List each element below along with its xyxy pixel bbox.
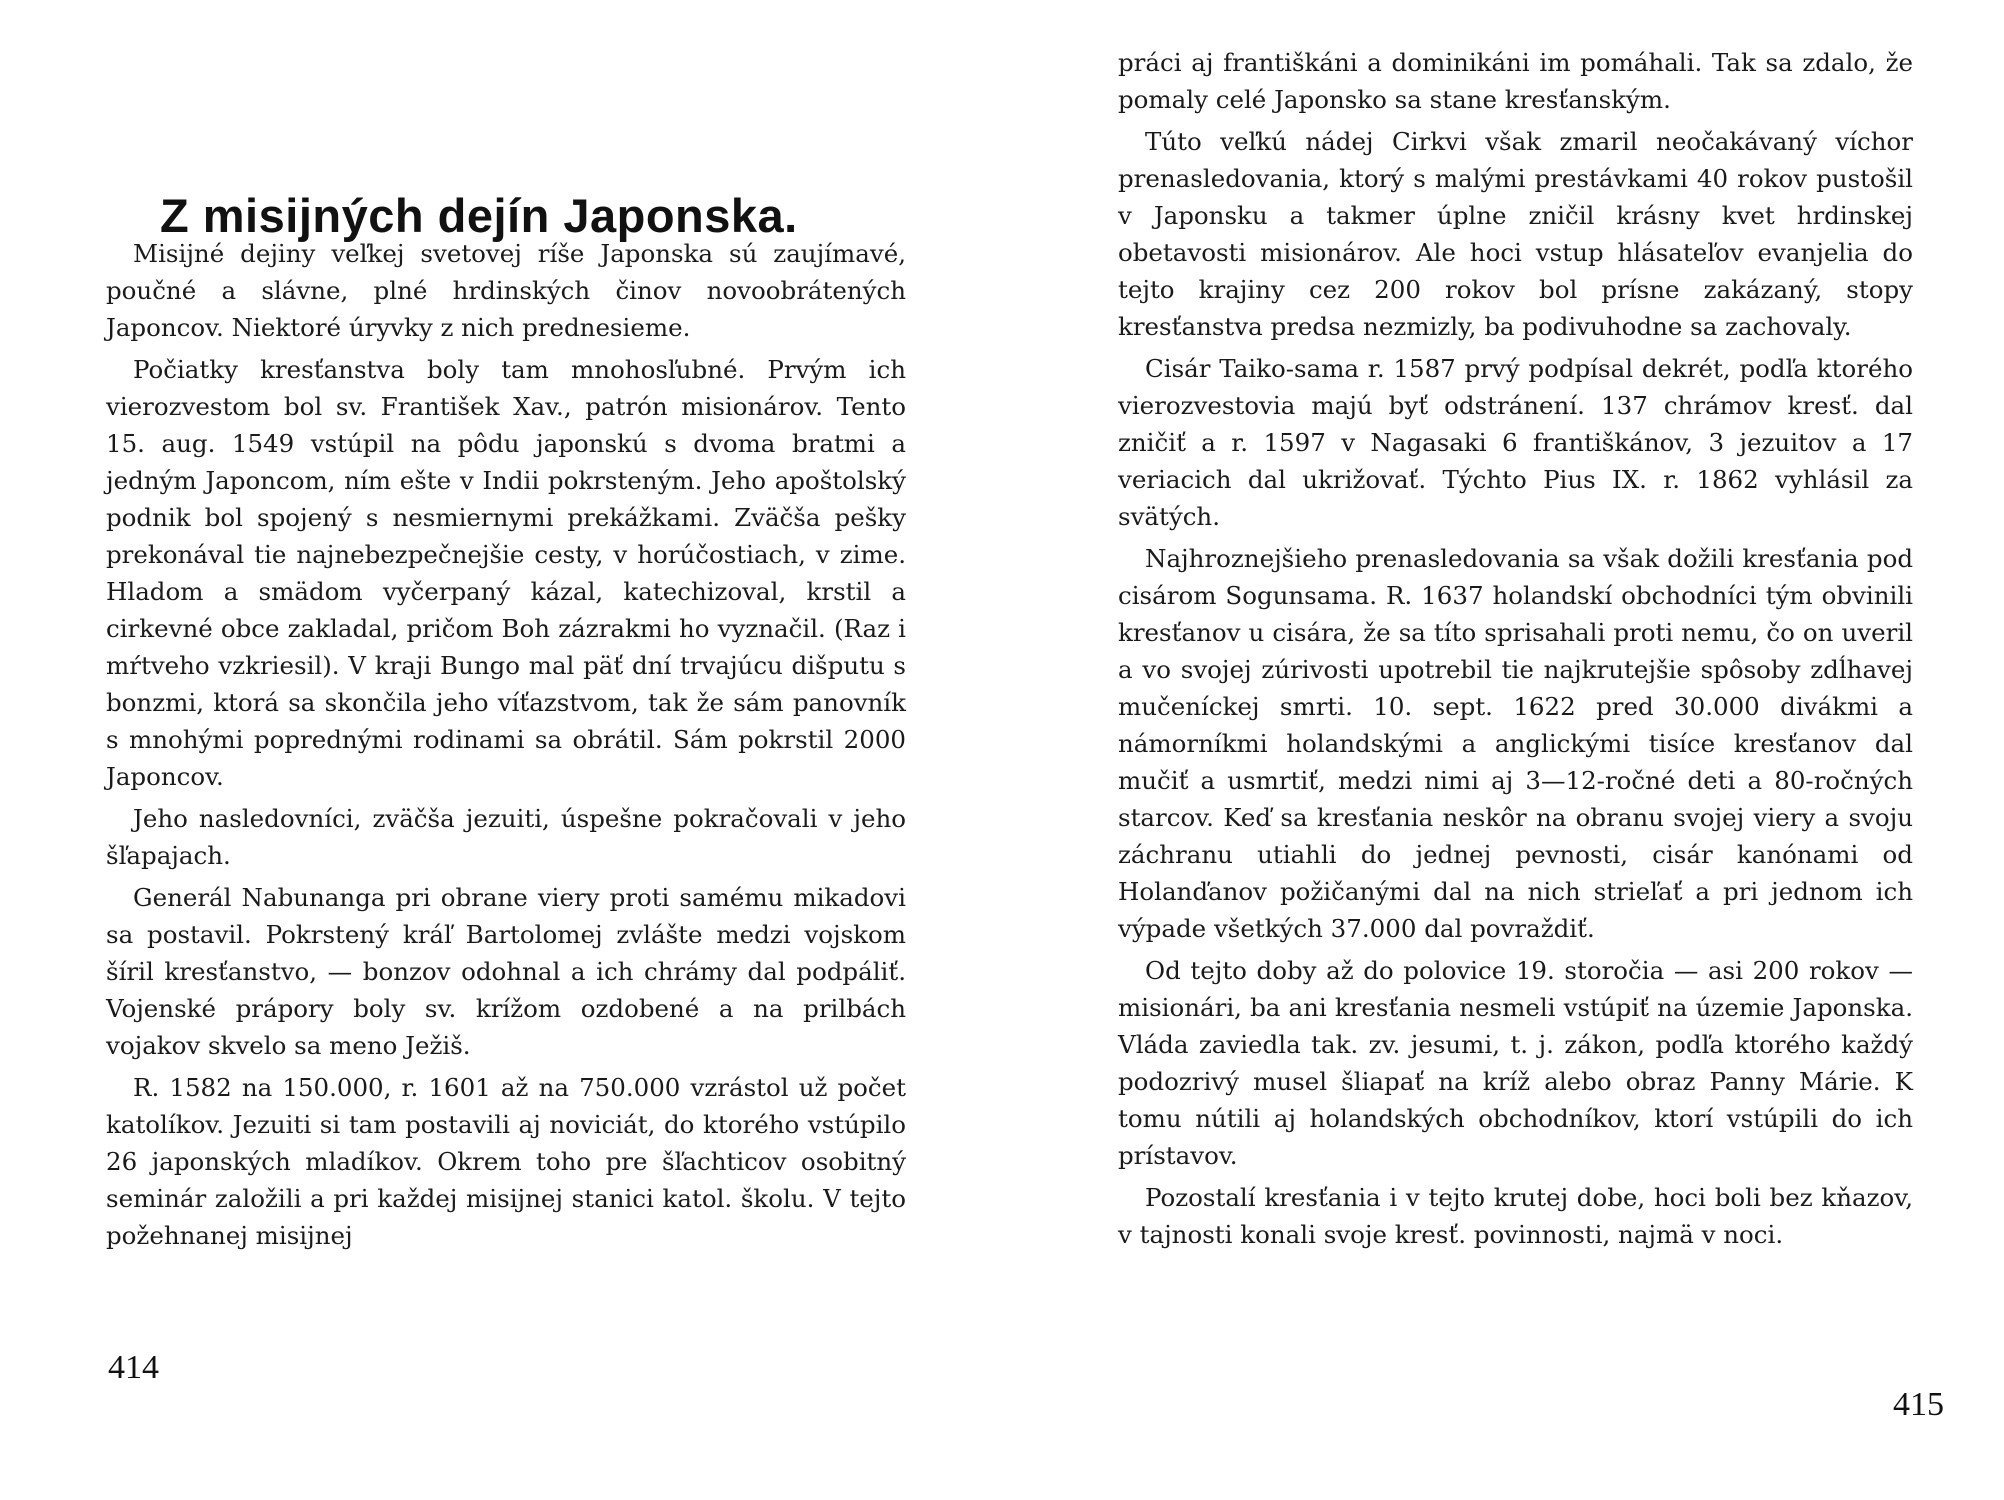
right-page-text: [1118, 44, 1913, 1258]
paragraph: Najhroznejšieho prenasledovania sa však dožili kresťania pod cisárom Sogunsama. R. 1637 holandskí obchodníci tým obvinili kresťanov u cisára, že sa títo sprisahali proti nemu, čo on uveril a vo svojej zúrivosti upotrebil tie najkrutejšie spôsoby zdĺhavej mučeníckej smrti. 10. sept. 1622 pred 30.000 divákmi a námorníkmi holandskými a anglickými tisíce kresťanov dal mučiť a usmrtiť, medzi nimi aj 3—12-ročné deti a 80-ročných starcov. Keď sa kresťania neskôr na obranu svojej viery a svoju záchranu utiahli do jednej pevnosti, cisár kanónami od Holanďanov požičanými dal na nich strieľať a pri jednom ich výpade všetkých 37.000 dal povraždiť.: [1118, 544, 1913, 943]
left-page-text: [106, 235, 906, 1259]
chapter-title: Z misijných dejín Japonska.: [160, 189, 798, 243]
paragraph: Misijné dejiny veľkej svetovej ríše Japonska sú zaujímavé, poučné a slávne, plné hrdinských činov novoobrátených Japoncov. Niektoré úryvky z nich prednesieme.: [106, 239, 906, 342]
paragraph: Cisár Taiko-sama r. 1587 prvý podpísal dekrét, podľa ktorého vierozvestovia majú byť odstránení. 137 chrámov kresť. dal zničiť a r. 1597 v Nagasaki 6 františkánov, 3 jezuitov a 17 veriacich dal ukrižovať. Týchto Pius IX. r. 1862 vyhlásil za svätých.: [1118, 354, 1913, 531]
paragraph: Pozostalí kresťania i v tejto krutej dobe, hoci boli bez kňazov, v tajnosti konali svoje kresť. povinnosti, najmä v noci.: [1118, 1183, 1913, 1249]
paragraph: Jeho nasledovníci, zväčša jezuiti, úspešne pokračovali v jeho šľapajach.: [106, 804, 906, 870]
paragraph: Generál Nabunanga pri obrane viery proti samému mikadovi sa postavil. Pokrstený kráľ Bartolomej zvlášte medzi vojskom šíril kresťanstvo, — bonzov odohnal a ich chrámy dal podpáliť. Vojenské prápory boly sv. krížom ozdobené a na prilbách vojakov skvelo sa meno Ježiš.: [106, 883, 906, 1060]
paragraph: Túto veľkú nádej Cirkvi však zmaril neočakávaný víchor prenasledovania, ktorý s malými prestávkami 40 rokov pustošil v Japonsku a takmer úplne zničil krásny kvet hrdinskej obetavosti misionárov. Ale hoci vstup hlásateľov evanjelia do tejto krajiny cez 200 rokov bol prísne zakázaný, stopy kresťanstva predsa nezmizly, ba podivuhodne sa zachovaly.: [1118, 127, 1913, 341]
paragraph: práci aj františkáni a dominikáni im pomáhali. Tak sa zdalo, že pomaly celé Japonsko sa stane kresťanským.: [1118, 48, 1913, 114]
page-number-right: 415: [1893, 1386, 1944, 1423]
paragraph: R. 1582 na 150.000, r. 1601 až na 750.000 vzrástol už počet katolíkov. Jezuiti si tam postavili aj noviciát, do ktorého vstúpilo 26 japonských mladíkov. Okrem toho pre šľachticov osobitný seminár založili a pri každej misijnej stanici katol. školu. V tejto požehnanej misijnej: [106, 1073, 906, 1250]
right-page: [1002, 0, 2004, 1500]
page-number-left: 414: [108, 1349, 159, 1386]
paragraph: Od tejto doby až do polovice 19. storočia — asi 200 rokov — misionári, ba ani kresťania nesmeli vstúpiť na územie Japonska. Vláda zaviedla tak. zv. jesumi, t. j. zákon, podľa ktorého každý podozrivý musel šliapať na kríž alebo obraz Panny Márie. K tomu nútili aj holandských obchodníkov, ktorí vstúpili do ich prístavov.: [1118, 956, 1913, 1170]
paragraph: Počiatky kresťanstva boly tam mnohosľubné. Prvým ich vierozvestom bol sv. František Xav., patrón misionárov. Tento 15. aug. 1549 vstúpil na pôdu japonskú s dvoma bratmi a jedným Japoncom, ním ešte v Indii pokrsteným. Jeho apoštolský podnik bol spojený s nesmiernymi prekážkami. Zväčša pešky prekonával tie najnebezpečnejšie cesty, v horúčostiach, v zime. Hladom a smädom vyčerpaný kázal, katechizoval, krstil a cirkevné obce zakladal, pričom Boh zázrakmi ho vyznačil. (Raz i mŕtveho vzkriesil). V kraji Bungo mal päť dní trvajúcu dišputu s bonzmi, ktorá sa skončila jeho víťazstvom, tak že sám panovník s mnohými poprednými rodinami sa obrátil. Sám pokrstil 2000 Japoncov.: [106, 355, 906, 791]
